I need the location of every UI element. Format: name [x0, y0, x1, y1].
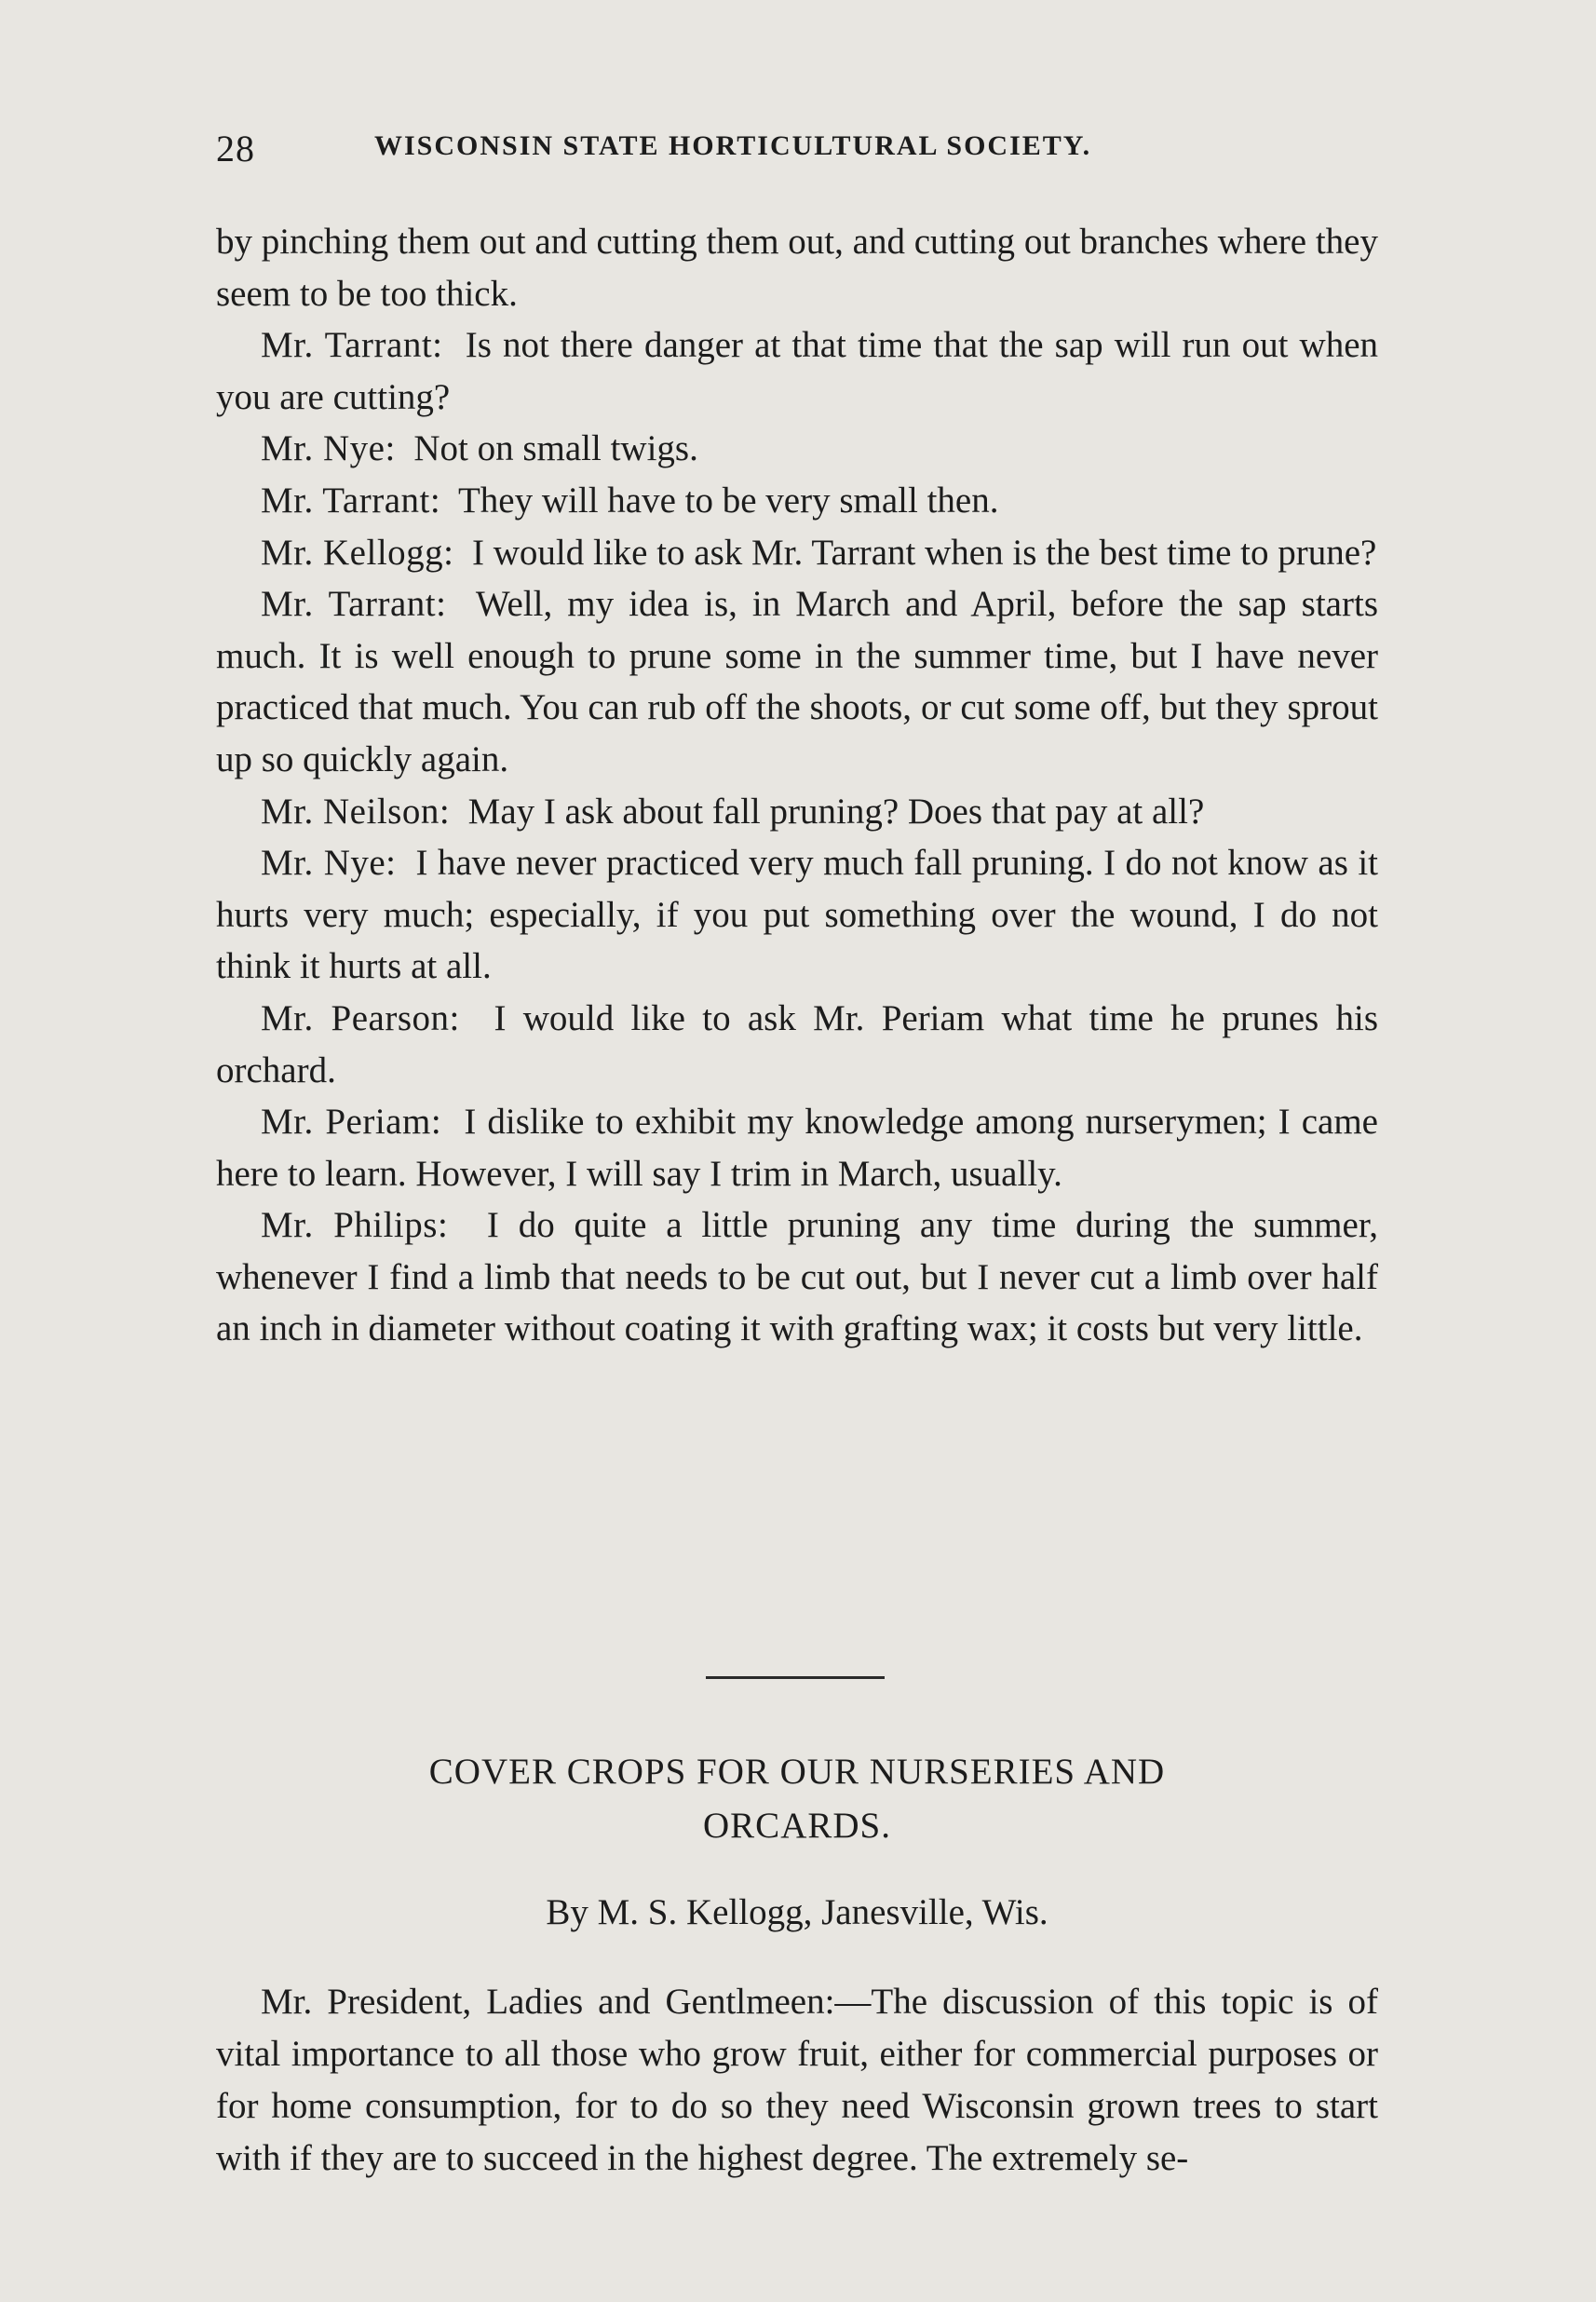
- page-number: 28: [216, 128, 255, 169]
- paragraph: [216, 993, 1378, 1096]
- paragraph: [216, 475, 1378, 527]
- discussion-text: [216, 216, 1378, 1355]
- paragraph-text: I would like to ask Mr. Periam what time he prunes his orchard.: [216, 997, 1379, 1090]
- speaker-name: Mr. Tarrant:: [261, 584, 447, 625]
- paragraph-text: Is not there danger at that time that the sap will run out when you are cutting?: [216, 325, 1378, 417]
- section-divider: [706, 1676, 885, 1679]
- speaker-name: Mr. Nye:: [261, 428, 396, 469]
- article-byline: By M. S. Kellogg, Janesville, Wis.: [546, 1892, 1048, 1932]
- paragraph: [216, 527, 1378, 579]
- speaker-name: Mr. Tarrant:: [261, 480, 441, 521]
- paragraph: [216, 319, 1378, 423]
- speaker-name: Mr. Tarrant:: [261, 325, 443, 366]
- paragraph: Mr. President, Ladies and Gentlmeen:—The discussion of this topic is of vital importance to all those who grow fruit, either for commercial purposes or for home consumption, for to do so they need Wisconsin grown trees to start with if they are to succeed in the highest degree. The extremely se-: [216, 1982, 1378, 2178]
- speaker-name: Mr. Kellogg:: [261, 532, 454, 573]
- article-title: [216, 1745, 1378, 1853]
- paragraph-text: May I ask about fall pruning? Does that pay at all?: [467, 791, 1205, 832]
- paragraph: [216, 216, 1378, 319]
- speaker-name: Mr. Periam:: [261, 1102, 442, 1143]
- article-title-line: COVER CROPS FOR OUR NURSERIES AND: [428, 1752, 1166, 1792]
- paragraph-text: I dislike to exhibit my knowledge among nurserymen; I came here to learn. However, I will say I trim in March, usually.: [216, 1102, 1378, 1194]
- paragraph-text: by pinching them out and cutting them out, and cutting out branches where they seem to be too thick.: [216, 222, 1378, 314]
- paragraph-text: I would like to ask Mr. Tarrant when is the best time to prune?: [472, 532, 1377, 573]
- paragraph-text: I do quite a little pruning any time during the summer, whenever I find a limb that needs to be cut out, but I never cut a limb over half an inch in diameter without coating it with grafting wax; it costs but very little.: [216, 1205, 1378, 1349]
- page-header: [216, 127, 1380, 183]
- paragraph: [216, 578, 1378, 785]
- article-title-line: ORCARDS.: [703, 1806, 891, 1846]
- paragraph: [216, 786, 1378, 838]
- paragraph: [216, 837, 1378, 993]
- paragraph: [216, 1096, 1378, 1199]
- paragraph: [216, 1199, 1378, 1355]
- speaker-name: Mr. Pearson:: [261, 997, 460, 1038]
- running-head: WISCONSIN STATE HORTICULTURAL SOCIETY.: [374, 130, 1092, 161]
- speaker-name: Mr. Nye:: [261, 843, 397, 884]
- paragraph-text: I have never practiced very much fall pruning. I do not know as it hurts very much; especially, if you put something over the wound, I do not think it hurts at all.: [216, 843, 1379, 987]
- article-body: [216, 1976, 1378, 2185]
- speaker-name: Mr. Neilson:: [261, 791, 451, 832]
- speaker-name: Mr. Philips:: [261, 1205, 449, 1246]
- paragraph: [216, 423, 1378, 475]
- paragraph-text: Not on small twigs.: [413, 428, 698, 469]
- paragraph-text: Well, my idea is, in March and April, before the sap starts much. It is well enough to prune some in the summer time, but I have never practiced that much. You can rub off the shoots, or cut some off, but they sprout up so quickly again.: [216, 584, 1378, 779]
- paragraph-text: They will have to be very small then.: [457, 480, 999, 521]
